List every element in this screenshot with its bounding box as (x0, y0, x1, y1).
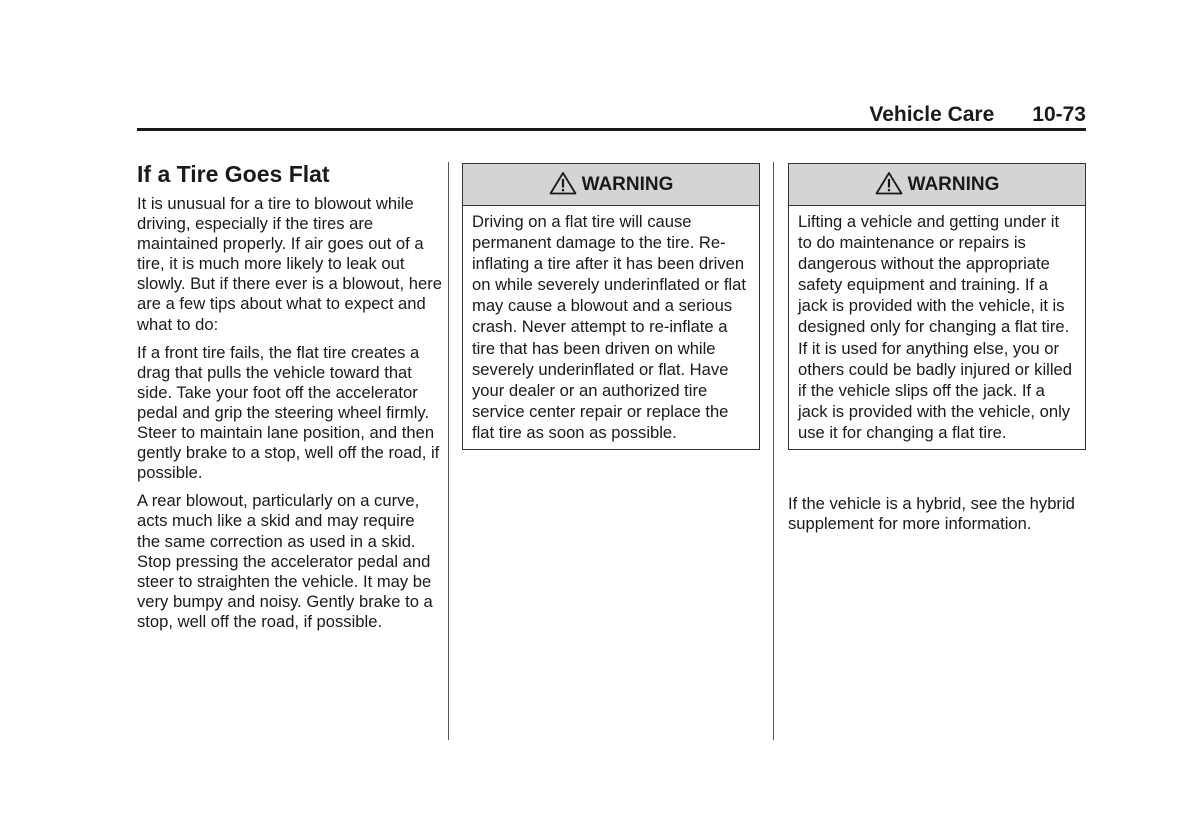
paragraph: It is unusual for a tire to blowout while driving, especially if the tires are maintained properly. If air goes out of a tire, it is much more likely to leak out slowly. But if there ever is a blowout, here are a few tips about what to expect and what to do: (137, 194, 442, 334)
warning-label: WARNING (907, 173, 1000, 195)
warning-header (789, 164, 1085, 206)
warning-label: WARNING (581, 173, 674, 195)
column-divider (773, 162, 774, 740)
warning-box-flat-tire (462, 163, 760, 450)
column-divider (448, 162, 449, 740)
page-number: 10-73 (1032, 103, 1086, 126)
header-rule (137, 128, 1086, 131)
hybrid-note: If the vehicle is a hybrid, see the hybrid supplement for more information. (788, 494, 1075, 534)
warning-triangle-icon (875, 171, 903, 195)
warning-text: Lifting a vehicle and getting under it to do maintenance or repairs is dangerous without the appropriate safety equipment and training. If a jack is provided with the vehicle, it is designed only for changing a flat tire. If it is used for anything else, you or others could be badly injured or killed if the vehicle slips off the jack. If a jack is provided with the vehicle, only use it for changing a flat tire. (798, 212, 1072, 442)
paragraph: If a front tire fails, the flat tire creates a drag that pulls the vehicle toward that side. Take your foot off the accelerator pedal and grip the steering wheel firmly. Steer to maintain lane position, and then gently brake to a stop, well off the road, if possible. (137, 342, 440, 483)
warning-header (463, 164, 759, 206)
warning-text: Driving on a flat tire will cause permanent damage to the tire. Re-inflating a tire after it has been driven on while severely underinflated or flat may cause a blowout and a serious crash. Never attempt to re-inflate a tire that has been driven on while severely underinflated or flat. Have your dealer or an authorized tire service center repair or replace the flat tire as soon as possible. (472, 212, 746, 442)
paragraph: A rear blowout, particularly on a curve, acts much like a skid and may require the same correction as used in a skid. Stop pressing the accelerator pedal and steer to straighten the vehicle. It may be very bumpy and noisy. Gently brake to a stop, well off the road, if possible. (137, 491, 433, 631)
warning-triangle-icon (549, 171, 577, 195)
page-header (137, 100, 1086, 130)
section-heading: If a Tire Goes Flat (137, 161, 330, 187)
section-title: Vehicle Care (869, 103, 995, 126)
column-1 (137, 160, 442, 640)
warning-box-jack (788, 163, 1086, 450)
